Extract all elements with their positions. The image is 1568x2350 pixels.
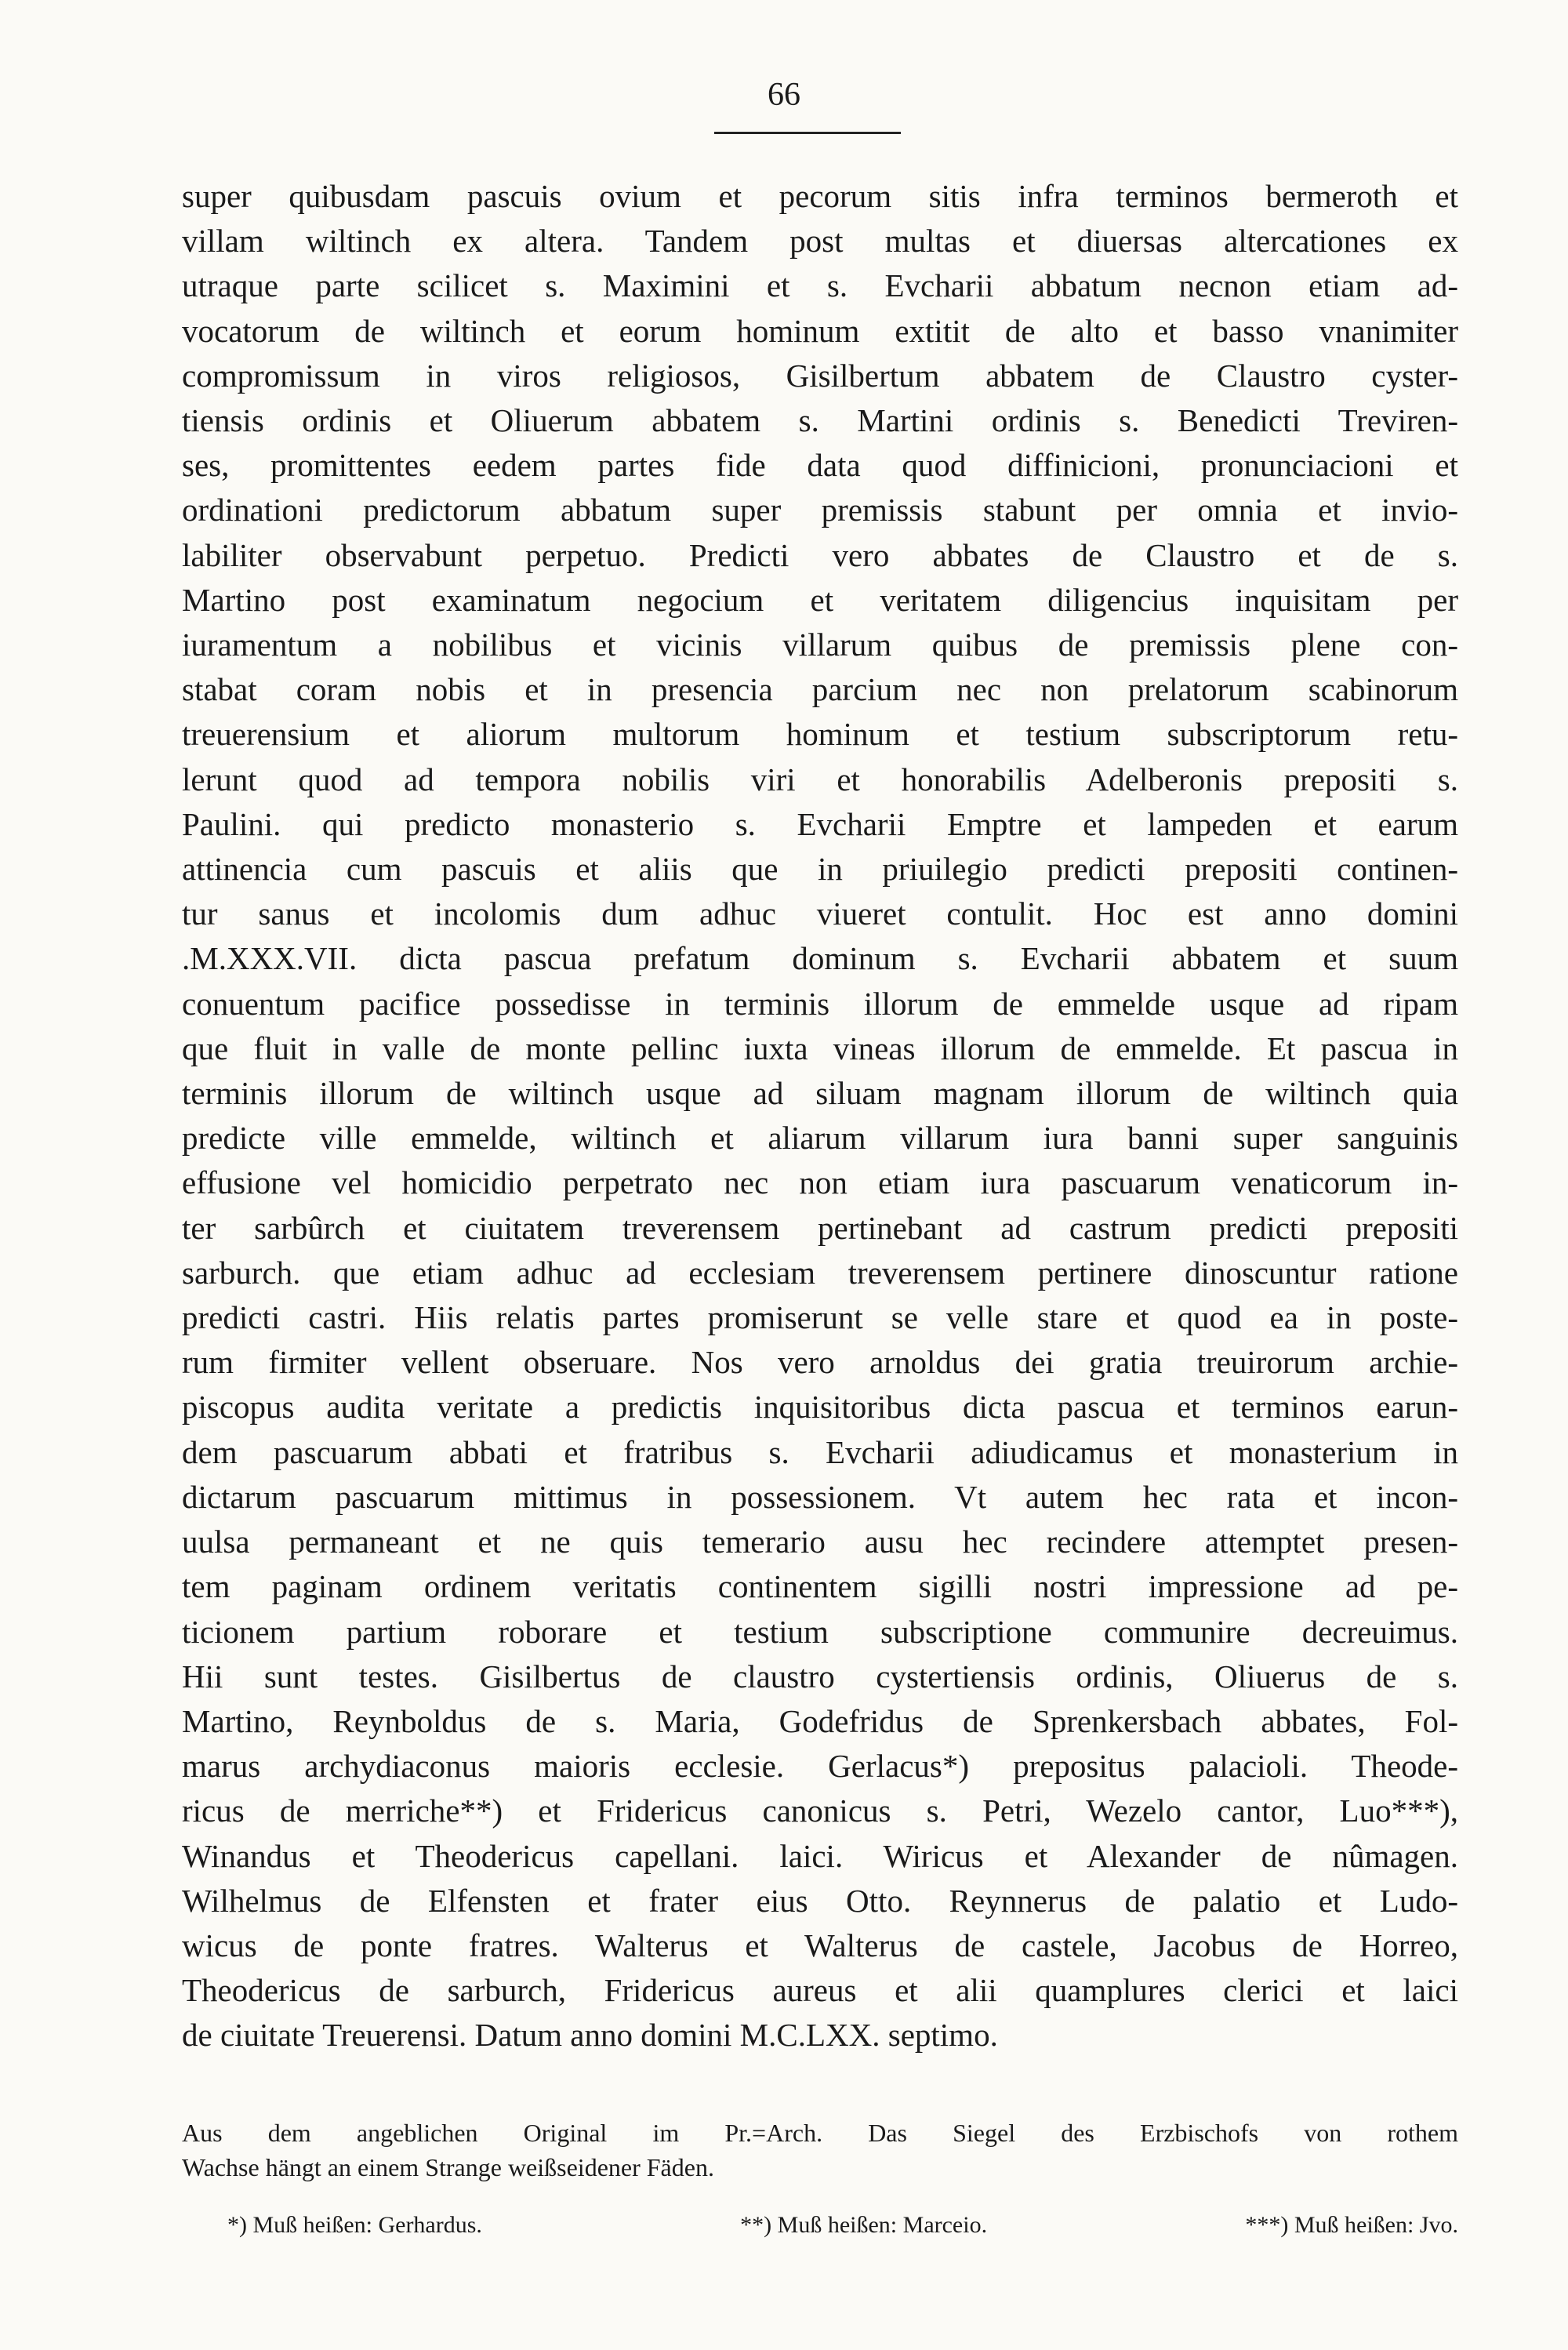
text-line: dem pascuarum abbati et fratribus s. Evcharii adiudicamus et monasterium in [182,1433,1458,1470]
text-line: iuramentum a nobilibus et vicinis villarum quibus de premissis plene con- [182,627,1458,663]
text-line: marus archydiaconus maioris ecclesie. Gerlacus*) prepositus palacioli. Theode- [182,1748,1458,1785]
text-line: de ciuitate Treuerensi. Datum anno domini M.C.LXX. septimo. [182,2017,998,2054]
text-line: vocatorum de wiltinch et eorum hominum extitit de alto et basso vnanimiter [182,312,1458,349]
text-line: effusione vel homicidio perpetrato nec non etiam iura pascuarum venaticorum in- [182,1164,1458,1201]
text-line: ordinationi predictorum abbatum super premissis stabunt per omnia et invio- [182,492,1458,528]
text-line: uulsa permaneant et ne quis temerario ausu hec recindere attemptet presen- [182,1524,1458,1560]
text-line: Martino post examinatum negocium et veritatem diligencius inquisitam per [182,581,1458,618]
text-line: treuerensium et aliorum multorum hominum et testium subscriptorum retu- [182,716,1458,753]
text-line: conuentum pacifice possedisse in terminis illorum de emmelde usque ad ripam [182,985,1458,1022]
text-line: tem paginam ordinem veritatis continentem sigilli nostri impressione ad pe- [182,1568,1458,1605]
footnotes [227,2210,1458,2241]
text-line: Winandus et Theodericus capellani. laici. Wiricus et Alexander de nûmagen. [182,1837,1458,1874]
text-line: super quibusdam pascuis ovium et pecorum sitis infra terminos bermeroth et [182,178,1458,214]
footnote-2: **) Muß heißen: Marceio. [740,2212,988,2238]
text-line: dictarum pascuarum mittimus in possessionem. Vt autem hec rata et incon- [182,1478,1458,1515]
header-rule [714,132,901,134]
text-line: terminis illorum de wiltinch usque ad siluam magnam illorum de wiltinch quia [182,1075,1458,1112]
footnote-1: *) Muß heißen: Gerhardus. [227,2212,482,2238]
text-line: wicus de ponte fratres. Walterus et Walterus de castele, Jacobus de Horreo, [182,1927,1458,1963]
text-line: compromissum in viros religiosos, Gisilbertum abbatem de Claustro cyster- [182,357,1458,394]
text-line: Paulini. qui predicto monasterio s. Evcharii Emptre et lampeden et earum [182,805,1458,842]
source-note [182,2116,1458,2185]
text-line: Theodericus de sarburch, Fridericus aureus et alii quamplures clerici et laici [182,1972,1458,2009]
note-line: Wachse hängt an einem Strange weißseidener Fäden. [182,2153,714,2181]
text-line: predicti castri. Hiis relatis partes promiserunt se velle stare et quod ea in poste- [182,1299,1458,1336]
text-line: Wilhelmus de Elfensten et frater eius Otto. Reynnerus de palatio et Ludo- [182,1882,1458,1919]
text-line: Hii sunt testes. Gisilbertus de claustro cystertiensis ordinis, Oliuerus de s. [182,1658,1458,1694]
text-line: Martino, Reynboldus de s. Maria, Godefridus de Sprenkersbach abbates, Fol- [182,1702,1458,1739]
text-line: sarburch. que etiam adhuc ad ecclesiam treverensem pertinere dinoscuntur ratione [182,1254,1458,1291]
text-line: villam wiltinch ex altera. Tandem post multas et diuersas altercationes ex [182,223,1458,260]
text-line: attinencia cum pascuis et aliis que in priuilegio predicti prepositi continen- [182,851,1458,888]
note-line: Aus dem angeblichen Original im Pr.=Arch. Das Siegel des Erzbischofs von rothem [182,2119,1458,2147]
text-line: que fluit in valle de monte pellinc iuxta vineas illorum de emmelde. Et pascua in [182,1030,1458,1066]
text-line: lerunt quod ad tempora nobilis viri et honorabilis Adelberonis prepositi s. [182,761,1458,797]
charter-text [182,174,1458,2058]
text-line: .M.XXX.VII. dicta pascua prefatum dominum s. Evcharii abbatem et suum [182,940,1458,977]
text-line: ricus de merriche**) et Fridericus canonicus s. Petri, Wezelo cantor, Luo***), [182,1792,1458,1829]
text-line: tiensis ordinis et Oliuerum abbatem s. Martini ordinis s. Benedicti Treviren- [182,402,1458,439]
text-line: piscopus audita veritate a predictis inquisitoribus dicta pascua et terminos earun- [182,1389,1458,1426]
text-line: predicte ville emmelde, wiltinch et aliarum villarum iura banni super sanguinis [182,1120,1458,1157]
text-line: rum firmiter vellent obseruare. Nos vero arnoldus dei gratia treuirorum archie- [182,1344,1458,1381]
text-line: ticionem partium roborare et testium subscriptione communire decreuimus. [182,1613,1458,1650]
page-number: 66 [768,77,800,113]
text-line: labiliter observabunt perpetuo. Predicti vero abbates de Claustro et de s. [182,536,1458,573]
text-line: ses, promittentes eedem partes fide data quod diffinicioni, pronunciacioni et [182,447,1458,484]
text-line: ter sarbûrch et ciuitatem treverensem pertinebant ad castrum predicti prepositi [182,1209,1458,1246]
text-line: tur sanus et incolomis dum adhuc viueret contulit. Hoc est anno domini [182,895,1458,932]
footnote-3: ***) Muß heißen: Jvo. [1245,2212,1458,2238]
text-line: stabat coram nobis et in presencia parcium nec non prelatorum scabinorum [182,671,1458,708]
text-line: utraque parte scilicet s. Maximini et s. Evcharii abbatum necnon etiam ad- [182,267,1458,304]
